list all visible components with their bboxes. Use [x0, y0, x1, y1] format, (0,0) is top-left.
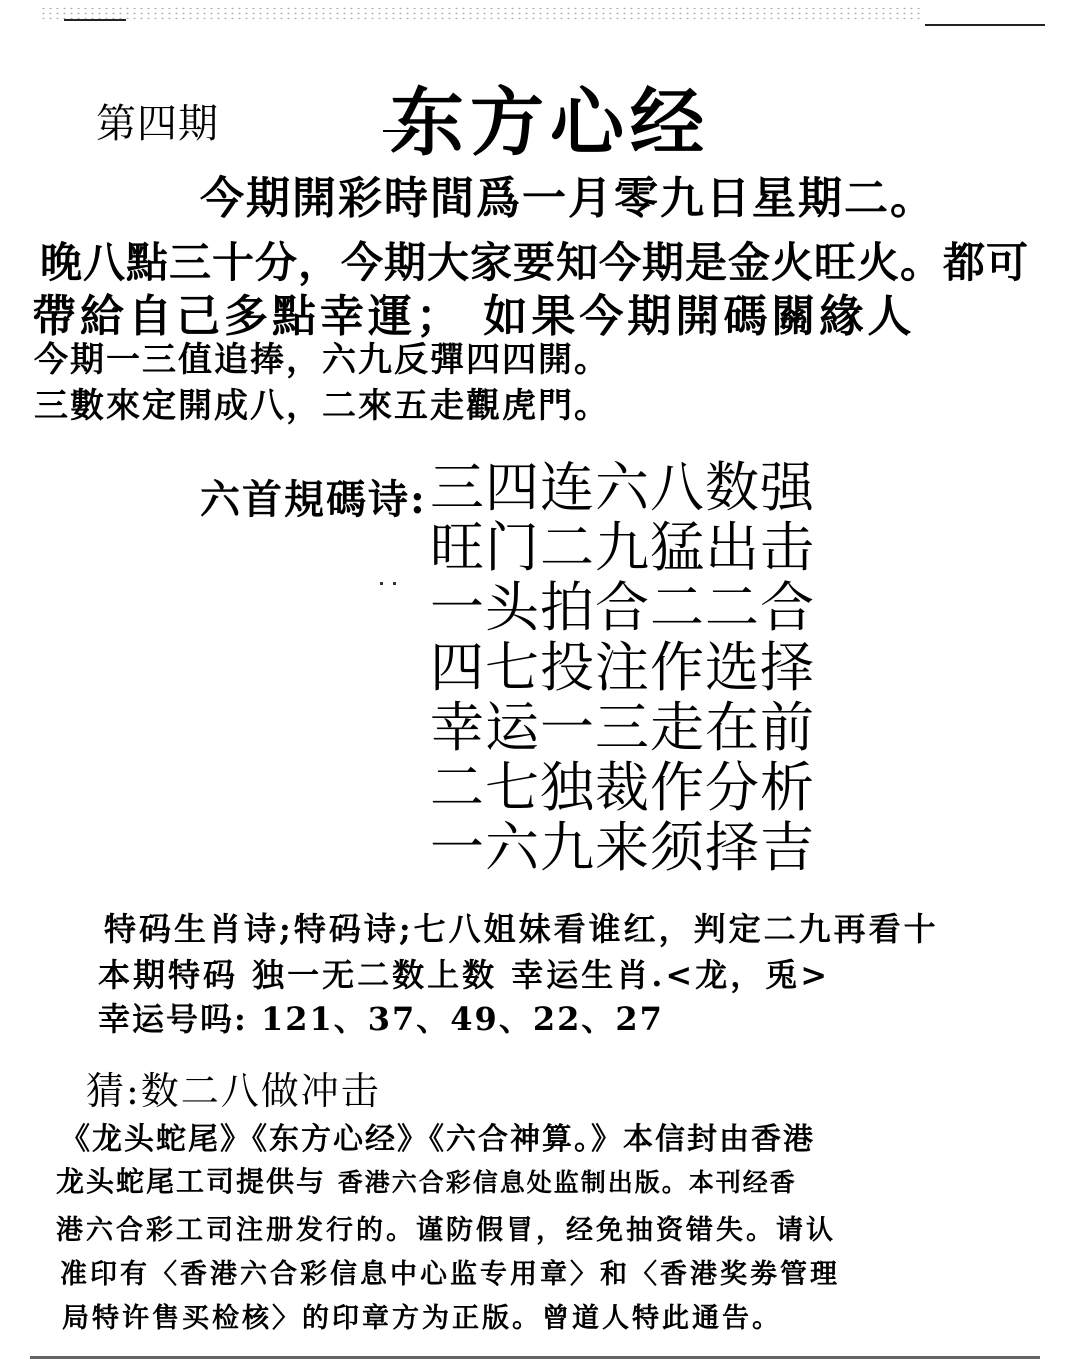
announcement-line-4: 今期一三值追捧，六九反彈四四開。 — [34, 340, 610, 380]
poem-line: 三四连六八数强 — [430, 456, 815, 519]
footer-line-2 — [56, 1160, 797, 1200]
special-code-line: 本期特码 独一无二数上数 幸运生肖.<龙，兎> — [98, 956, 831, 994]
footer-line-4: 准印有〈香港六合彩信息中心监专用章〉和〈香港奖劵管理 — [60, 1259, 840, 1290]
announcement-line-2: 晚八點三十分，今期大家要知今期是金火旺火。都可 — [40, 238, 1030, 287]
poem-line: 一头拍合二二合 — [430, 576, 815, 639]
lucky-numbers: 幸运号吗: 121、37、49、22、27 — [98, 1000, 664, 1038]
footer-line-3: 港六合彩工司注册发行的。谨防假冒，经免抽资错失。请认 — [56, 1215, 836, 1246]
footer-line-2-small: 香港六合彩信息处监制出版。本刊经香 — [337, 1168, 797, 1197]
footer-line-2-main: 龙头蛇尾工司提供与 — [56, 1165, 338, 1198]
announcement-line-1: 今期開彩時間爲一月零九日星期二。 — [200, 173, 936, 224]
poem-line: 一六九来须择吉 — [430, 816, 815, 879]
poem-block — [430, 458, 815, 878]
footer-line-1: 《龙头蛇尾》《东方心经》《六合神算。》本信封由香港 — [60, 1122, 815, 1157]
poem-line: 二七独裁作分析 — [430, 756, 815, 819]
poem-line: 旺门二九猛出击 — [430, 516, 815, 579]
issue-number: 第四期 — [96, 101, 219, 147]
announcement-line-5: 三數來定開成八，二來五走觀虎門。 — [34, 386, 610, 426]
announcement-line-3: 帶給自己多點幸運； 如果今期開碼關緣人 — [32, 291, 916, 342]
poem-line: 四七投注作选择 — [430, 636, 815, 699]
scan-speck — [380, 582, 383, 585]
top-right-border — [925, 24, 1045, 26]
guess-line: 猜:数二八做冲击 — [86, 1069, 381, 1113]
footer-line-5: 局特许售买检核〉的印章方为正版。曾道人特此通告。 — [62, 1303, 782, 1334]
poem-label: 六首規碼诗: — [200, 476, 427, 523]
bottom-border — [30, 1356, 1040, 1359]
top-dotted-border — [40, 6, 920, 20]
poem-line: 幸运一三走在前 — [430, 696, 815, 759]
special-code-poem: 特码生肖诗;特码诗;七八姐妹看谁红，判定二九再看十 — [104, 910, 939, 948]
scan-speck — [393, 582, 396, 585]
page-title: 东方心经 — [390, 80, 710, 166]
